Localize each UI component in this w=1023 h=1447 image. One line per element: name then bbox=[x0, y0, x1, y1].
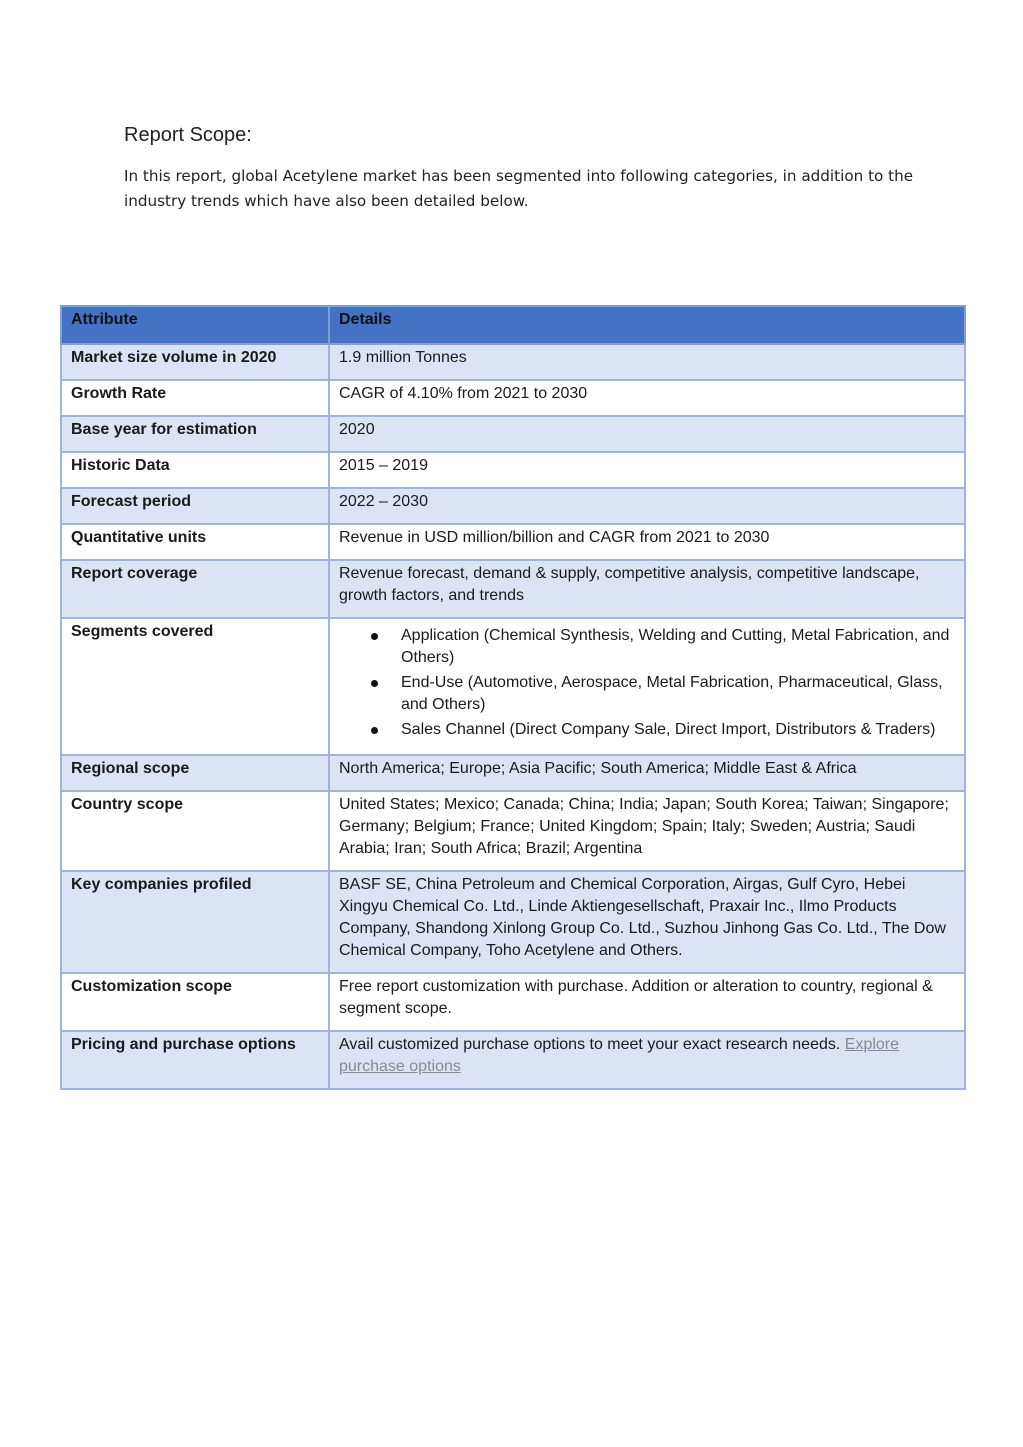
pricing-text: Avail customized purchase options to meet your exact research needs. bbox=[339, 1036, 841, 1053]
row-details: 2020 bbox=[329, 416, 965, 452]
row-attribute: Forecast period bbox=[61, 488, 329, 524]
row-attribute: Pricing and purchase options bbox=[61, 1031, 329, 1089]
row-attribute: Report coverage bbox=[61, 560, 329, 618]
row-attribute: Base year for estimation bbox=[61, 416, 329, 452]
table-row bbox=[61, 452, 965, 488]
row-details: Revenue in USD million/billion and CAGR from 2021 to 2030 bbox=[329, 524, 965, 560]
row-attribute: Customization scope bbox=[61, 973, 329, 1031]
row-attribute: Historic Data bbox=[61, 452, 329, 488]
page-heading: Report Scope: bbox=[124, 124, 252, 146]
row-details: CAGR of 4.10% from 2021 to 2030 bbox=[329, 380, 965, 416]
table-row bbox=[61, 871, 965, 973]
table-row bbox=[61, 755, 965, 791]
row-details bbox=[329, 618, 965, 755]
table-row bbox=[61, 973, 965, 1031]
row-attribute: Growth Rate bbox=[61, 380, 329, 416]
header-details: Details bbox=[329, 306, 965, 344]
table-row bbox=[61, 380, 965, 416]
row-attribute: Country scope bbox=[61, 791, 329, 871]
list-item: Sales Channel (Direct Company Sale, Direct Import, Distributors & Traders) bbox=[401, 719, 955, 741]
row-details bbox=[329, 1031, 965, 1089]
row-attribute: Market size volume in 2020 bbox=[61, 344, 329, 380]
table-header-row bbox=[61, 306, 965, 344]
row-details: 1.9 million Tonnes bbox=[329, 344, 965, 380]
list-item: Application (Chemical Synthesis, Welding and Cutting, Metal Fabrication, and Others) bbox=[401, 625, 955, 669]
row-details: 2015 – 2019 bbox=[329, 452, 965, 488]
row-attribute: Segments covered bbox=[61, 618, 329, 755]
table-row bbox=[61, 791, 965, 871]
table-row bbox=[61, 618, 965, 755]
row-details: North America; Europe; Asia Pacific; South America; Middle East & Africa bbox=[329, 755, 965, 791]
row-attribute: Key companies profiled bbox=[61, 871, 329, 973]
row-attribute: Regional scope bbox=[61, 755, 329, 791]
report-scope-table bbox=[60, 305, 966, 1090]
row-attribute: Quantitative units bbox=[61, 524, 329, 560]
table-row bbox=[61, 560, 965, 618]
row-details: Revenue forecast, demand & supply, competitive analysis, competitive landscape, growth factors, and trends bbox=[329, 560, 965, 618]
row-details: 2022 – 2030 bbox=[329, 488, 965, 524]
row-details: Free report customization with purchase. Addition or alteration to country, regional & segment scope. bbox=[329, 973, 965, 1031]
row-details: BASF SE, China Petroleum and Chemical Corporation, Airgas, Gulf Cyro, Hebei Xingyu Chemical Co. Ltd., Linde Aktiengesellschaft, Praxair Inc., Ilmo Products Company, Shandong Xinlong Group Co. Ltd., Suzhou Jinhong Gas Co. Ltd., The Dow Chemical Company, Toho Acetylene and Others. bbox=[329, 871, 965, 973]
intro-paragraph: In this report, global Acetylene market has been segmented into following categories, in addition to the industry trends which have also been detailed below. bbox=[124, 167, 914, 210]
segments-list bbox=[339, 625, 955, 741]
table-row bbox=[61, 524, 965, 560]
table-row bbox=[61, 416, 965, 452]
table-row bbox=[61, 488, 965, 524]
table-row bbox=[61, 1031, 965, 1089]
header-attribute: Attribute bbox=[61, 306, 329, 344]
list-item: End-Use (Automotive, Aerospace, Metal Fabrication, Pharmaceutical, Glass, and Others) bbox=[401, 672, 955, 716]
table-row bbox=[61, 344, 965, 380]
row-details: United States; Mexico; Canada; China; India; Japan; South Korea; Taiwan; Singapore; Germany; Belgium; France; United Kingdom; Spain; Italy; Sweden; Austria; Saudi Arabia; Iran; South Africa; Brazil; Argentina bbox=[329, 791, 965, 871]
explore-purchase-options-link[interactable]: Explore purchase options bbox=[339, 1036, 900, 1075]
